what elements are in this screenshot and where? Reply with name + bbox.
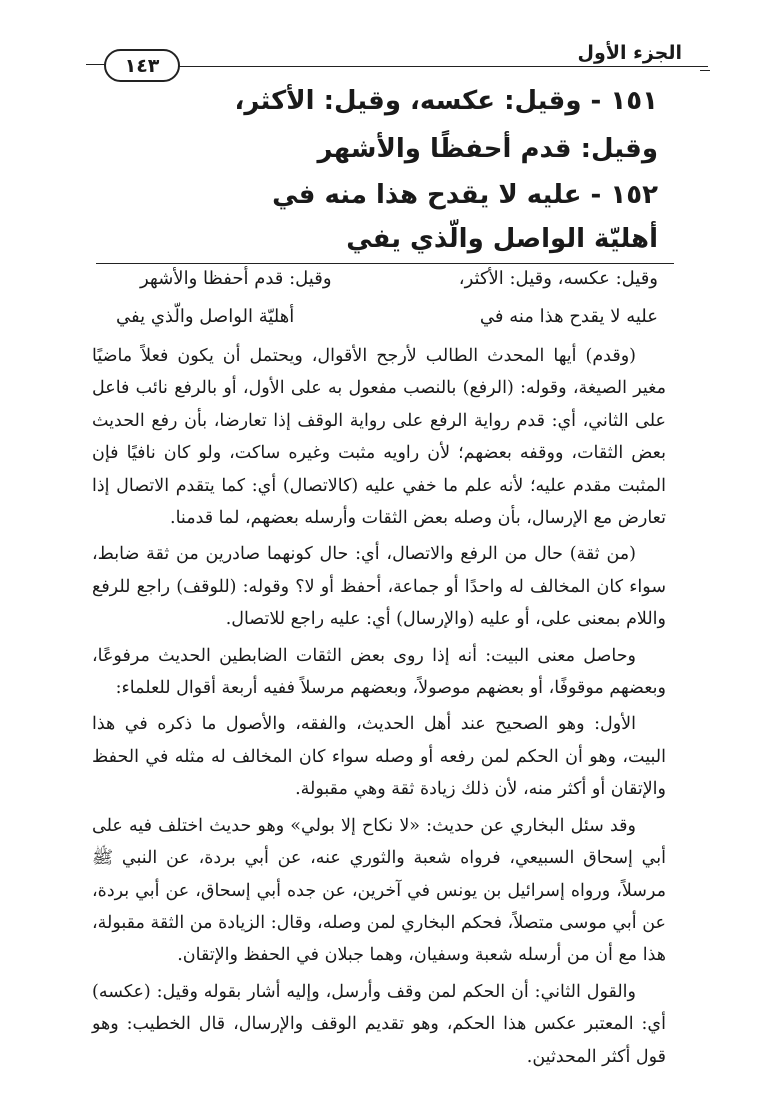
verse-151-first-hemistich: ١٥١ - وقيل: عكسه، وقيل: الأكثر، [234,86,658,116]
paragraph-first-opinion: الأول: وهو الصحيح عند أهل الحديث، والفقه، والأصول ما ذكره في هذا البيت، وهو أن الحكم لمن رفعه أو وصله سواء كان المخالف له مثله في الحفظ والإتقان أو أكثر منه، لأن ذلك زيادة ثقة وهي مقبولة. [92,714,666,800]
paragraph-bukhari-example: وقد سئل البخاري عن حديث: «لا نكاح إلا بولي» وهو حديث اختلف فيه على أبي إسحاق السبيعي، فرواه شعبة والثوري عنه، عن أبي بردة، عن النبي ﷺ مرسلاً، ورواه إسرائيل بن يونس في آخرين، عن جده أبي إسحاق، عن أبي بردة، عن أبي موسى متصلاً، فحكم البخاري لمن وصله، وقال: الزيادة من الثقة مقبولة، هذا مع أن من أرسله شعبة وسفيان، وهما جبلان في الحفظ والإتقان. [92,815,666,966]
verse-152-second-hemistich: أهليّة الواصل والّذي يفي [346,224,658,254]
commentary-verse-1-right: وقيل: عكسه، وقيل: الأكثر، [458,268,658,289]
paragraph-explanation: (وقدم) أيها المحدث الطالب لأرجح الأقوال، ويحتمل أن يكون فعلاً ماضيًا مغير الصيغة، وقوله: (الرفع) بالنصب مفعول به على الأول، أو بالرفع نائب فاعل على الثاني، أي: قدم رواية الرفع على رواية الوقف إذا تعارضا، بأن رفع الحديث بعض الثقات، ووقفه بعضهم؛ لأن راويه مثبت وغيره ساكت، ولو كان نافيًا فإن المثبت مقدم عليه؛ لأنه علم ما خفي عليه (كالاتصال) أي: كما يتقدم الاتصال إذا تعارض مع الإرسال، بأن وصله بعض الثقات وأرسله بعضهم، لما قدمنا. [92,346,666,529]
commentary-body [92,340,666,1073]
running-header-title: الجزء الأول [577,42,682,64]
commentary-verse-2-right: عليه لا يقدح هذا منه في [479,306,658,327]
page-number: ١٤٣ [104,49,180,82]
header-rule [168,66,708,67]
section-divider [96,263,674,264]
verse-152-first-hemistich: ١٥٢ - عليه لا يقدح هذا منه في [272,180,658,210]
header-flourish [86,64,106,65]
commentary-verse-2-left: أهليّة الواصل والّذي يفي [116,306,295,327]
header-rule-end [700,70,710,71]
paragraph-min-thiqa: (من ثقة) حال من الرفع والاتصال، أي: حال كونهما صادرين من ثقة ضابط، سواء كان المخالف له واحدًا أو جماعة، أحفظ أو لا؟ وقوله: (للوقف) راجع للرفع واللام بمعنى على، أو عليه (والإرسال) أي: عليه راجع للاتصال. [92,544,666,630]
verse-151-second-hemistich: وقيل: قدم أحفظًا والأشهر [317,134,658,164]
paragraph-second-opinion: والقول الثاني: أن الحكم لمن وقف وأرسل، وإليه أشار بقوله وقيل: (عكسه) أي: المعتبر عكس هذا الحكم، وهو تقديم الوقف والإرسال، قال الخطيب: وهو قول أكثر المحدثين. [92,981,666,1067]
commentary-verse-1-left: وقيل: قدم أحفظا والأشهر [140,268,332,289]
paragraph-summary: وحاصل معنى البيت: أنه إذا روى بعض الثقات الضابطين الحديث مرفوعًا، وبعضهم موقوفًا، أو بعضهم موصولاً، وبعضهم مرسلاً ففيه أربعة أقوال للعلماء: [92,645,666,699]
